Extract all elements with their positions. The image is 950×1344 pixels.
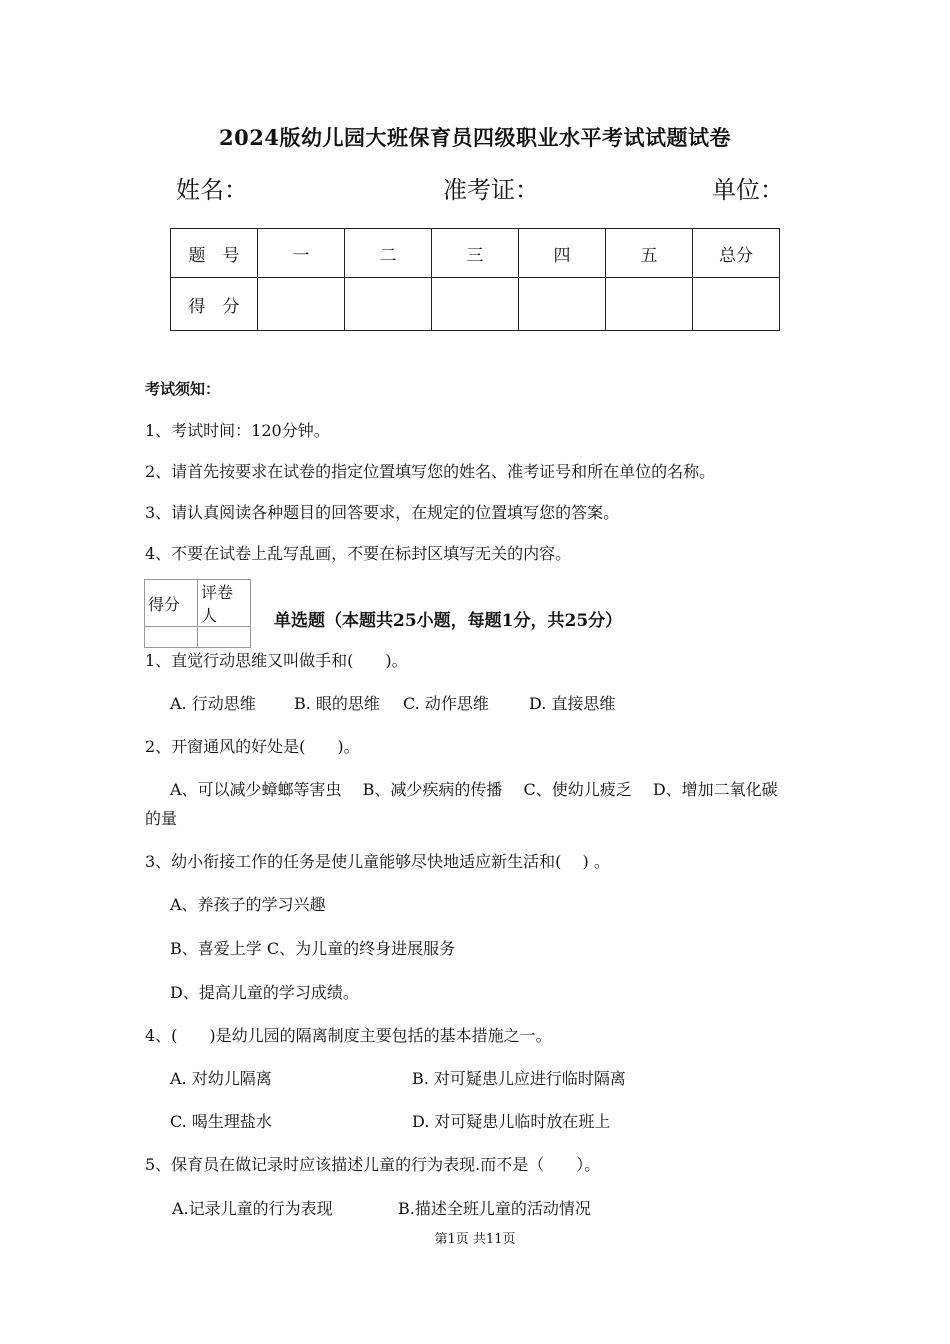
option-d: D、提高儿童的学习成绩。 (170, 983, 359, 1002)
option-b: B.描述全班儿童的活动情况 (398, 1199, 591, 1218)
options-line-continued: 的量 (145, 809, 178, 828)
question-stem: 1、直觉行动思维又叫做手和( )。 (145, 651, 408, 670)
name-field-label: 姓名： (176, 176, 248, 204)
section-heading: 单选题（本题共25小题，每题1分，共25分） (274, 611, 623, 631)
score-table-header-cell: 题 号 (171, 229, 258, 278)
question-stem: 5、保育员在做记录时应该描述儿童的行为表现.而不是（ ）。 (145, 1155, 601, 1174)
score-table-header-cell: 四 (519, 229, 606, 278)
score-cell[interactable] (693, 278, 780, 331)
score-cell[interactable] (432, 278, 519, 331)
question-stem: 2、开窗通风的好处是( )。 (145, 737, 360, 756)
option-a: A.记录儿童的行为表现 (172, 1199, 333, 1218)
grader-score-cell[interactable] (145, 627, 198, 648)
grader-box (144, 579, 251, 648)
score-table-header-cell: 一 (258, 229, 345, 278)
option-d: D. 对可疑患儿临时放在班上 (412, 1112, 611, 1131)
grader-reviewer-cell[interactable] (198, 627, 251, 648)
notice-item: 1、考试时间：120分钟。 (145, 421, 330, 440)
option-d: D. 直接思维 (529, 694, 616, 713)
score-table-header-cell: 五 (606, 229, 693, 278)
option-b-c: B、喜爱上学 C、为儿童的终身进展服务 (170, 939, 456, 958)
option-b: B. 对可疑患儿应进行临时隔离 (412, 1069, 626, 1088)
page-footer: 第1页 共11页 (434, 1232, 516, 1247)
exam-id-field-label: 准考证： (443, 176, 539, 204)
option-a: A. 对幼儿隔离 (170, 1069, 272, 1088)
score-table-header-cell: 三 (432, 229, 519, 278)
options-line: A、可以减少蟑螂等害虫 B、减少疾病的传播 C、使幼儿疲乏 D、增加二氧化碳 (170, 780, 778, 799)
option-a: A. 行动思维 (170, 694, 256, 713)
unit-field-label: 单位： (712, 176, 784, 204)
option-a: A、养孩子的学习兴趣 (170, 895, 326, 914)
option-c: C. 喝生理盐水 (170, 1112, 272, 1131)
score-table (170, 228, 780, 331)
grader-reviewer-label: 评卷人 (198, 580, 251, 627)
score-table-header-cell: 二 (345, 229, 432, 278)
score-cell[interactable] (519, 278, 606, 331)
score-table-score-row (171, 278, 780, 331)
notice-item: 3、请认真阅读各种题目的回答要求，在规定的位置填写您的答案。 (145, 503, 620, 522)
score-table-header-row (171, 229, 780, 278)
score-cell[interactable] (345, 278, 432, 331)
page-title: 2024版幼儿园大班保育员四级职业水平考试试题试卷 (219, 125, 731, 150)
score-table-header-cell: 总分 (693, 229, 780, 278)
score-cell[interactable] (606, 278, 693, 331)
notice-heading: 考试须知： (145, 380, 221, 398)
score-row-label: 得 分 (171, 278, 258, 331)
question-stem: 3、幼小衔接工作的任务是使儿童能够尽快地适应新生活和( ) 。 (145, 852, 610, 871)
question-stem: 4、( )是幼儿园的隔离制度主要包括的基本措施之一。 (145, 1026, 552, 1045)
option-c: C. 动作思维 (403, 694, 489, 713)
notice-item: 2、请首先按要求在试卷的指定位置填写您的姓名、准考证号和所在单位的名称。 (145, 462, 716, 481)
grader-score-label: 得分 (145, 580, 198, 627)
notice-item: 4、不要在试卷上乱写乱画，不要在标封区填写无关的内容。 (145, 544, 572, 563)
option-b: B. 眼的思维 (294, 694, 380, 713)
score-cell[interactable] (258, 278, 345, 331)
